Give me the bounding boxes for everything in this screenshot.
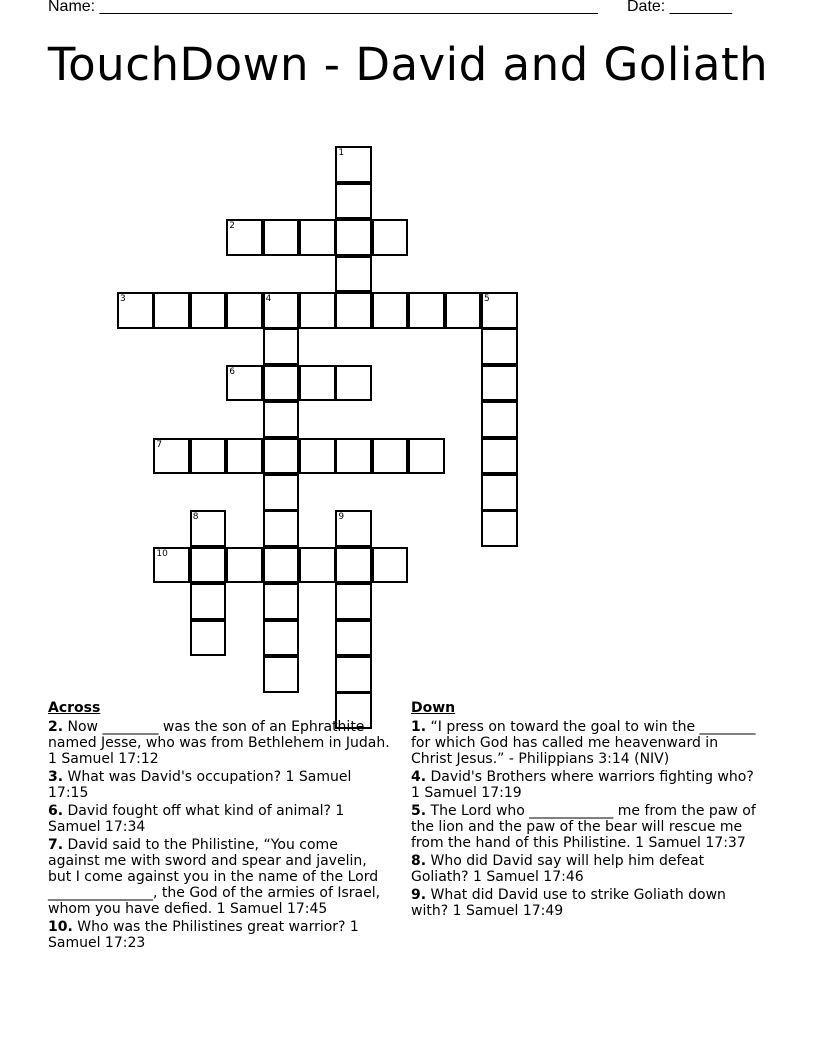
date-field-label: Date: _______ xyxy=(627,0,732,15)
clue-number: 1 xyxy=(338,148,345,159)
grid-cell[interactable] xyxy=(299,292,336,329)
clue-across-7: 7. David said to the Philistine, “You come against me with sword and spear and javelin, but I come against you in the name of the Lord _______________, the God of the armies of Israel, whom you have defied. 1 Samuel 17:45 xyxy=(48,837,381,917)
clue-across-10: 10. Who was the Philistines great warrior? 1 Samuel 17:23 xyxy=(48,919,359,951)
clue-across-3: 3. What was David's occupation? 1 Samuel 17:15 xyxy=(48,769,352,801)
grid-cell[interactable] xyxy=(117,292,154,329)
grid-cell[interactable] xyxy=(263,365,300,402)
down-heading: Down xyxy=(411,700,456,716)
grid-cell[interactable] xyxy=(372,438,409,475)
grid-cell[interactable] xyxy=(190,547,227,584)
grid-cell[interactable] xyxy=(481,365,518,402)
clue-number: 5 xyxy=(484,294,490,304)
puzzle-title: TouchDown - David and Goliath xyxy=(47,38,769,91)
clue-down-4: 4. David's Brothers where warriors fighting who? 1 Samuel 17:19 xyxy=(411,769,754,801)
grid-cell[interactable] xyxy=(335,510,372,547)
grid-cell[interactable] xyxy=(335,146,372,183)
down-clues xyxy=(411,700,761,921)
grid-cell[interactable] xyxy=(153,438,190,475)
clue-number: 9 xyxy=(338,512,345,523)
grid-cell[interactable] xyxy=(335,547,372,584)
clue-number: 2 xyxy=(229,221,235,232)
grid-cell[interactable] xyxy=(190,292,227,329)
grid-cell[interactable] xyxy=(263,620,300,657)
grid-cell[interactable] xyxy=(263,438,300,475)
clue-down-1: 1. “I press on toward the goal to win the ________ for which God has called me heavenward in Christ Jesus.” - Philippians 3:14 (NIV) xyxy=(411,719,756,767)
clue-number: 6 xyxy=(229,366,235,377)
clue-number: 10 xyxy=(156,548,168,559)
grid-cell[interactable] xyxy=(481,474,518,511)
grid-cell[interactable] xyxy=(263,656,300,693)
grid-cell[interactable] xyxy=(226,365,263,402)
grid-cell[interactable] xyxy=(335,620,372,657)
clue-down-5: 5. The Lord who ____________ me from the paw of the lion and the paw of the bear will rescue me from the hand of this Philistine. 1 Samuel 17:37 xyxy=(411,803,756,851)
grid-cell[interactable] xyxy=(408,438,445,475)
grid-cell[interactable] xyxy=(263,401,300,438)
grid-cell[interactable] xyxy=(335,438,372,475)
grid-cell[interactable] xyxy=(263,547,300,584)
grid-cell[interactable] xyxy=(226,219,263,256)
grid-cell[interactable] xyxy=(335,583,372,620)
grid-cell[interactable] xyxy=(372,292,409,329)
across-clues xyxy=(48,700,393,953)
grid-cell[interactable] xyxy=(190,620,227,657)
grid-cell[interactable] xyxy=(372,547,409,584)
clue-down-9: 9. What did David use to strike Goliath down with? 1 Samuel 17:49 xyxy=(411,887,726,919)
grid-cell[interactable] xyxy=(190,438,227,475)
grid-cell[interactable] xyxy=(481,438,518,475)
grid-cell[interactable] xyxy=(372,219,409,256)
across-heading: Across xyxy=(48,700,101,716)
clue-number: 3 xyxy=(120,294,126,304)
grid-cell[interactable] xyxy=(299,547,336,584)
name-field-label: Name: ________________________________________________________ xyxy=(48,0,598,15)
grid-cell[interactable] xyxy=(299,219,336,256)
grid-cell[interactable] xyxy=(481,401,518,438)
clue-across-6: 6. David fought off what kind of animal? 1 Samuel 17:34 xyxy=(48,803,345,835)
grid-cell[interactable] xyxy=(263,474,300,511)
clue-number: 7 xyxy=(156,439,163,450)
grid-cell[interactable] xyxy=(153,547,190,584)
grid-cell[interactable] xyxy=(263,583,300,620)
grid-cell[interactable] xyxy=(335,365,372,402)
clue-down-8: 8. Who did David say will help him defeat Goliath? 1 Samuel 17:46 xyxy=(411,853,705,885)
grid-cell[interactable] xyxy=(226,438,263,475)
clue-number: 4 xyxy=(265,294,272,304)
grid-cell[interactable] xyxy=(299,438,336,475)
grid-cell[interactable] xyxy=(335,183,372,220)
grid-cell[interactable] xyxy=(335,219,372,256)
grid-cell[interactable] xyxy=(153,292,190,329)
grid-cell[interactable] xyxy=(190,583,227,620)
clue-number: 8 xyxy=(192,512,199,523)
grid-cell[interactable] xyxy=(335,656,372,693)
grid-cell[interactable] xyxy=(226,547,263,584)
grid-cell[interactable] xyxy=(408,292,445,329)
grid-cell[interactable] xyxy=(263,219,300,256)
grid-cell[interactable] xyxy=(335,292,372,329)
grid-cell[interactable] xyxy=(445,292,482,329)
grid-cell[interactable] xyxy=(299,365,336,402)
grid-cell[interactable] xyxy=(481,328,518,365)
grid-cell[interactable] xyxy=(226,292,263,329)
grid-cell[interactable] xyxy=(481,292,518,329)
grid-cell[interactable] xyxy=(263,510,300,547)
grid-cell[interactable] xyxy=(263,292,300,329)
clue-across-2: 2. Now ________ was the son of an Ephrathite named Jesse, who was from Bethlehem in Judah. 1 Samuel 17:12 xyxy=(48,719,390,767)
grid-cell[interactable] xyxy=(481,510,518,547)
grid-cell[interactable] xyxy=(263,328,300,365)
grid-cell[interactable] xyxy=(335,256,372,293)
grid-cell[interactable] xyxy=(190,510,227,547)
